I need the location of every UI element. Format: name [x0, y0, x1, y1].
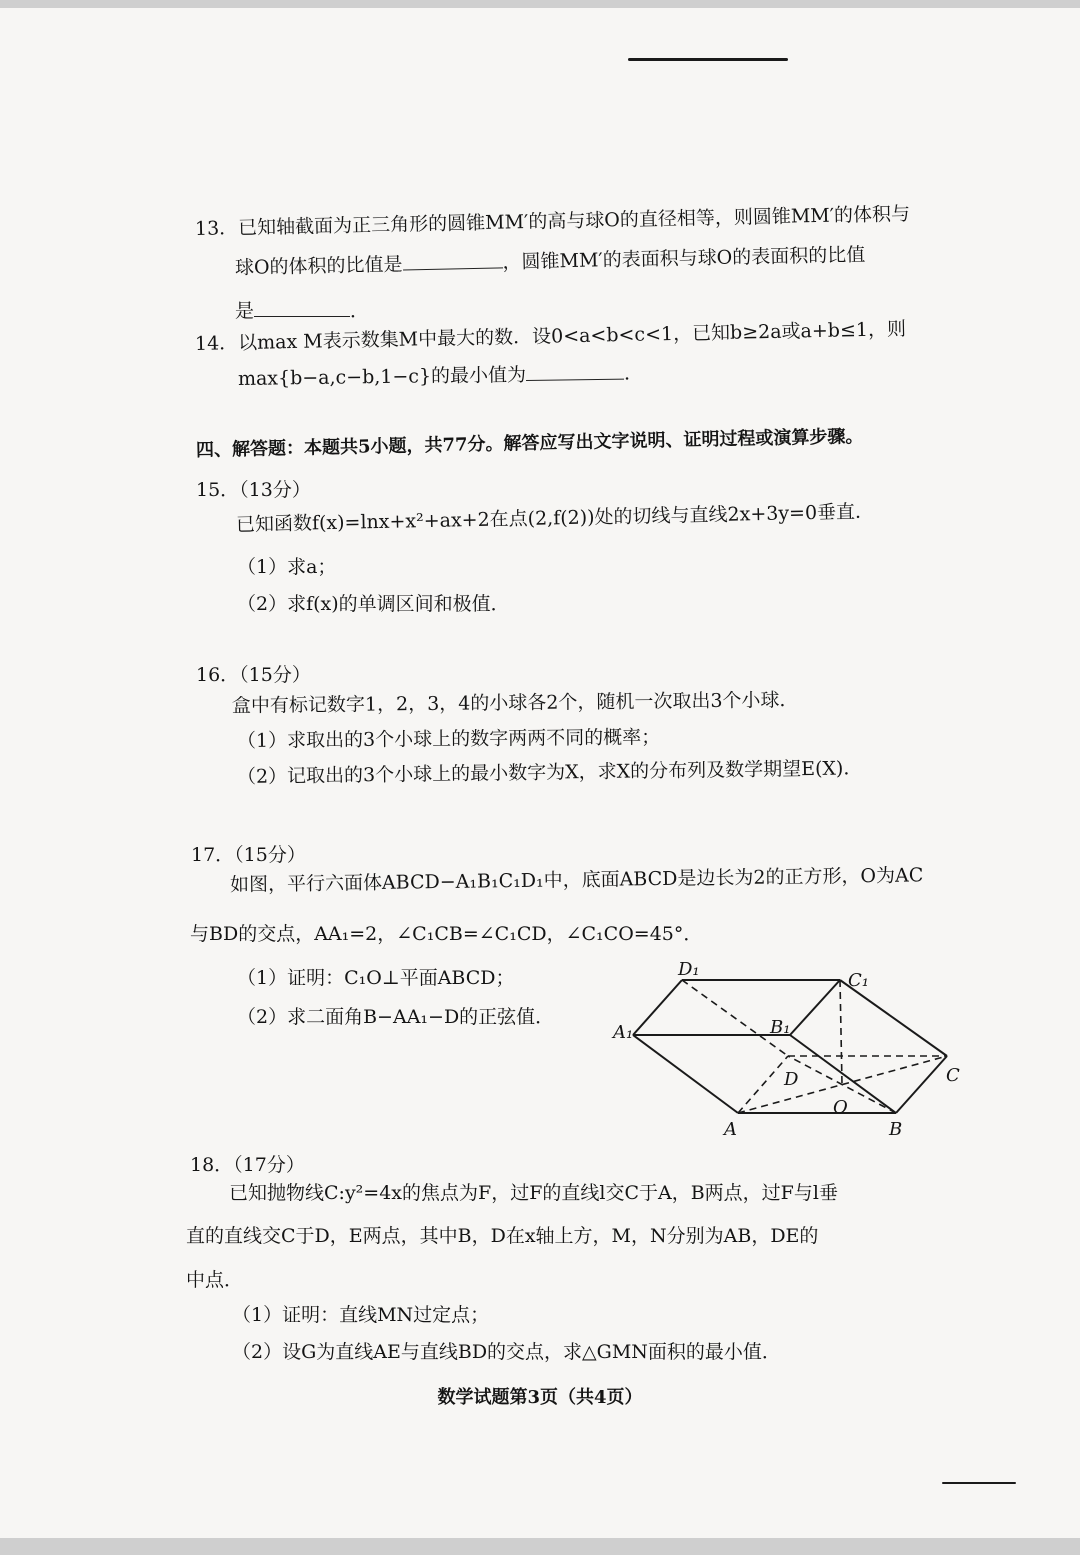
q13-text2a: 球O的体积的比值是: [234, 253, 403, 279]
q16-stem: 盒中有标记数字1，2，3，4的小球各2个，随机一次取出3个小球．: [231, 689, 799, 717]
q16-part2: （2）记取出的3个小球上的最小数字为X，求X的分布列及数学期望E(X)．: [236, 757, 863, 788]
scan-mark-top: [628, 58, 788, 61]
exam-page: [0, 8, 1080, 1538]
page-footer: 数学试题第3页（共4页）: [437, 1387, 643, 1408]
q18-heading: 18．（17分）: [190, 1154, 305, 1176]
q14-number: 14．: [194, 332, 239, 355]
q13-text3a: 是: [235, 300, 255, 322]
edge-C1-C: [840, 980, 947, 1056]
section4-heading: 四、解答题：本题共5小题，共77分。解答应写出文字说明、证明过程或演算步骤。: [195, 426, 864, 461]
q17-heading: 17．（15分）: [191, 844, 306, 866]
q13-line1: [195, 205, 910, 239]
q18-part2: （2）设G为直线AE与直线BD的交点，求△GMN面积的最小值．: [232, 1341, 781, 1363]
label-A1: A₁: [613, 1022, 634, 1043]
label-O: O: [833, 1097, 848, 1118]
q14-line1: [195, 320, 906, 354]
q13-line3: [235, 302, 369, 321]
q14-line2: [238, 364, 643, 389]
label-C: C: [946, 1065, 960, 1086]
segment-C1-O: [840, 980, 842, 1084]
edge-B-C: [896, 1056, 947, 1113]
label-D: D: [784, 1069, 799, 1090]
q17-stem2: 与BD的交点，AA₁=2，∠C₁CB=∠C₁CD，∠C₁CO=45°．: [190, 923, 703, 945]
q15-stem: 已知函数f(x)=lnx+x²+ax+2在点(2,f(2))处的切线与直线2x+3y=0垂直．: [235, 500, 875, 536]
label-C1: C₁: [848, 970, 869, 991]
q17-part2: （2）求二面角B−AA₁−D的正弦值．: [237, 1006, 555, 1028]
label-B: B: [889, 1119, 903, 1140]
bottom-border: [0, 1538, 1080, 1555]
q13-line2: [234, 243, 866, 279]
q15-heading: 15．（13分）: [196, 479, 311, 501]
q13-text3b: ．: [350, 300, 370, 322]
q13-number: 13．: [194, 217, 239, 240]
edge-A1-A: [633, 1035, 738, 1113]
edge-B1-C1: [790, 980, 840, 1035]
q17-stem1: 如图，平行六面体ABCD−A₁B₁C₁D₁中，底面ABCD是边长为2的正方形，O为AC: [229, 864, 924, 896]
q13-blank1: [402, 253, 502, 270]
q14-text1: 以max M表示数集M中最大的数．设0<a<b<c<1，已知b≥2a或a+b≤1，则: [237, 318, 907, 355]
q15-part1: （1）求a；: [237, 556, 337, 578]
q18-part1: （1）证明：直线MN过定点；: [232, 1304, 490, 1326]
q13-text2b: ，圆锥MM′的表面积与球O的表面积的比值: [502, 243, 866, 274]
label-A: A: [724, 1119, 737, 1140]
q16-part1: （1）求取出的3个小球上的数字两两不同的概率；: [236, 726, 661, 752]
q15-part2: （2）求f(x)的单调区间和极值．: [237, 593, 510, 615]
q18-stem2: 直的直线交C于D，E两点，其中B，D在x轴上方，M，N分别为AB，DE的: [186, 1225, 819, 1247]
q13-text1: 已知轴截面为正三角形的圆锥MM′的高与球O的直径相等，则圆锥MM′的体积与: [237, 203, 911, 240]
parallelepiped-figure: [600, 953, 980, 1148]
edge-A1-D1: [633, 980, 682, 1035]
scan-mark-bottom: [942, 1482, 1016, 1484]
q14-text2b: ．: [623, 362, 644, 385]
q13-blank2: [254, 302, 350, 317]
q16-heading: 16．（15分）: [196, 664, 311, 686]
top-border: [0, 0, 1080, 8]
q14-text2a: max{b−a,c−b,1−c}的最小值为: [237, 363, 527, 390]
q17-part1: （1）证明：C₁O⊥平面ABCD；: [237, 967, 515, 989]
q18-stem3: 中点．: [186, 1269, 244, 1291]
edge-A-D: [738, 1056, 788, 1113]
label-B1: B₁: [770, 1017, 791, 1038]
label-D1: D₁: [678, 959, 700, 980]
q14-blank: [526, 365, 624, 381]
q18-stem1: 已知抛物线C:y²=4x的焦点为F，过F的直线l交C于A，B两点，过F与l垂: [229, 1182, 838, 1204]
